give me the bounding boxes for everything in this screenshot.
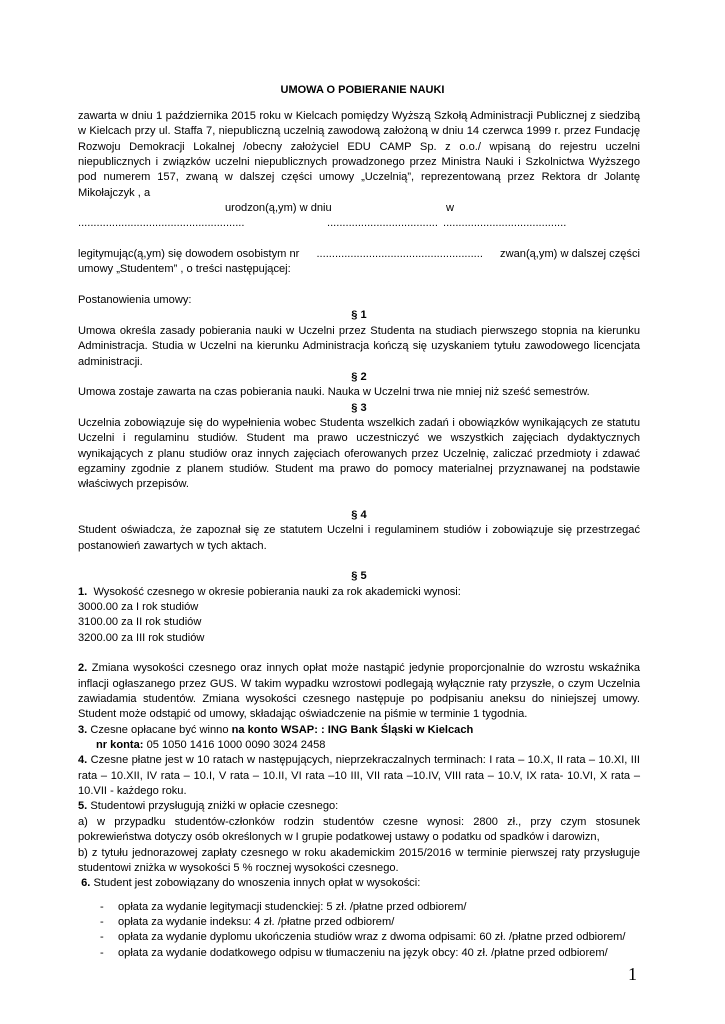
section-1-text: Umowa określa zasady pobierania nauki w Uczelni przez Studenta na studiach pierwszego stopnia na kierunku Administracja. Studia w Uczelni na kierunku Administracja kończą się uzyskaniem tytułu zawodowego licencjata administracji.	[78, 324, 640, 368]
point-number: 2.	[78, 662, 88, 675]
fee-year-3: 3200.00 za III rok studiów	[78, 631, 205, 644]
s5-point-6	[78, 876, 640, 891]
document-title: UMOWA O POBIERANIE NAUKI	[280, 84, 445, 96]
id-number-blank: ......................................................	[316, 248, 483, 261]
point-number: 3.	[78, 723, 88, 736]
date-blank: ....................................	[327, 217, 438, 230]
point-text: Czesne opłacane być winno	[90, 723, 229, 736]
list-item: - opłata za wydanie legitymacji studenckiej: 5 zł. /płatne przed odbiorem/	[78, 900, 640, 915]
birth-line-blanks	[78, 216, 640, 231]
section-4-heading: § 4	[351, 508, 367, 521]
s5-point-1	[78, 585, 640, 600]
section-3-text: Uczelnia zobowiązuje się do wypełnienia wobec Studenta wszelkich zadań i obowiązków wynikających ze statutu Uczelni i regulaminu studiów. Student ma prawo uczestniczyć we wszystkich zajęciach dydaktycznych wynikających z planu studiów oraz innych zajęciach oferowanych przez Uczelnię, zaliczać przedmioty i zdawać egzaminy zgodnie z planem studiów. Student ma prawo do pomocy materialnej przyznawanej na podstawie właściwych przepisów.	[78, 416, 640, 491]
point-number: 6.	[81, 877, 91, 890]
id-line	[78, 247, 640, 262]
s5-point-5b: b) z tytułu jednorazowej zapłaty czesnego w roku akademickim 2015/2016 w terminie pierwszej raty przysługuje studentowi zniżka w wysokości 5 % rocznej wysokości czesnego.	[78, 846, 640, 874]
s5-point-5	[78, 799, 640, 814]
section-1-heading: § 1	[351, 309, 367, 322]
fee-year-1: 3000.00 za I rok studiów	[78, 601, 199, 613]
id-line-suffix: zwan(ą,ym) w dalszej części	[500, 248, 640, 261]
account-label: nr konta:	[96, 739, 144, 752]
s5-point-2	[78, 661, 640, 722]
bank-name: na konto WSAP: : ING Bank Śląski w Kielcach	[231, 723, 474, 736]
s5-point-4	[78, 753, 640, 799]
provisions-label: Postanowienia umowy:	[78, 294, 192, 307]
section-4-text: Student oświadcza, że zapoznał się ze statutem Uczelni i regulaminem studiów i zobowiązuje się przestrzegać postanowień zawartych w tych aktach.	[78, 524, 640, 552]
point-number: 4.	[78, 754, 88, 767]
list-item: - opłata za wydanie indeksu: 4 zł. /płatne przed odbiorem/	[78, 915, 640, 930]
list-item: - opłata za wydanie dodatkowego odpisu w tłumaczeniu na język obcy: 40 zł. /płatne przed odbiorem/	[78, 946, 640, 961]
birth-line-labels	[78, 201, 640, 216]
point-text: Wysokość czesnego w okresie pobierania nauki za rok akademicki wynosi:	[93, 585, 461, 598]
point-number: 5.	[78, 800, 88, 813]
intro-paragraph: zawarta w dniu 1 października 2015 roku w Kielcach pomiędzy Wyższą Szkołą Administracji Publicznej z siedzibą w Kielcach przy ul. Staffa 7, niepubliczną uczelnią zawodową założoną w dniu 14 czerwca 1999 r. przez Fundację Rozwoju Demokracji Lokalnej /obecny założyciel EDU CAMP Sp. z o.o./ wpisaną do rejestru uczelni niepublicznych i związków uczelni niepublicznych prowadzonego przez Ministra Nauki i Szkolnictwa Wyższego pod numerem 157, zwaną w dalszej części umowy „Uczelnią”, reprezentowaną przez Rektora dr Jolantę Mikołajczyk , a	[78, 110, 640, 199]
account-number: 05 1050 1416 1000 0090 3024 2458	[146, 739, 326, 752]
point-number: 1.	[78, 585, 88, 598]
s5-point-3	[78, 723, 640, 738]
other-fees-list	[78, 900, 640, 961]
s5-point-5a: a) w przypadku studentów-członków rodzin studentów czesne wynosi: 2800 zł., przy czym stosunek pokrewieństwa dotyczy osób określonych w I grupie podatkowej ustawy o podatku od spadków i darowizn,	[78, 815, 640, 844]
account-line	[78, 738, 640, 753]
section-2-heading: § 2	[351, 370, 367, 383]
born-label: urodzon(ą,ym) w dniu	[225, 202, 332, 215]
document-body	[78, 109, 640, 961]
place-blank: ........................................	[443, 217, 567, 230]
in-label: w	[446, 202, 455, 215]
section-2-text: Umowa zostaje zawarta na czas pobierania nauki. Nauka w Uczelni trwa nie mniej niż sześć semestrów.	[78, 386, 590, 399]
point-text: Student jest zobowiązany do wnoszenia innych opłat w wysokości:	[93, 877, 421, 890]
point-text: Czesne płatne jest w 10 ratach w następujących, nieprzekraczalnych terminach: I rata – 10.X, II rata – 10.XI, III rata – 10.XII, IV rata – 10.I, V rata – 10.II, VI rata –10 III, VII rata –10.IV, VIII rata – 10.V, IX rata- 10.VI, X rata – 10.VII - każdego roku.	[78, 754, 640, 798]
point-text: Zmiana wysokości czesnego oraz innych opłat może nastąpić jedynie proporcjonalnie do wzrostu wskaźnika inflacji ogłaszanego przez GUS. W takim wypadku wzrostowi podlegają wyłącznie raty przyszłe, o czym Uczelnia zawiadamia studentów. Zmiana wysokości czesnego następuje po podpisaniu aneksu do niniejszej umowy. Student może odstąpić od umowy, składając oświadczenie na piśmie w terminie 1 tygodnia.	[78, 662, 640, 721]
fee-year-2: 3100.00 za II rok studiów	[78, 616, 202, 629]
section-5-heading: § 5	[351, 570, 367, 583]
id-line-label: legitymując(ą,ym) się dowodem osobistym nr	[78, 248, 300, 261]
list-item: - opłata za wydanie dyplomu ukończenia studiów wraz z dwoma odpisami: 60 zł. /płatne przed odbiorem/	[78, 930, 640, 945]
page-number: 1	[628, 964, 637, 984]
name-blank: ......................................................	[78, 217, 245, 230]
point-text: Studentowi przysługują zniżki w opłacie czesnego:	[90, 800, 339, 813]
section-3-heading: § 3	[351, 401, 367, 414]
id-line-continuation: umowy „Studentem” , o treści następującej:	[78, 263, 291, 276]
